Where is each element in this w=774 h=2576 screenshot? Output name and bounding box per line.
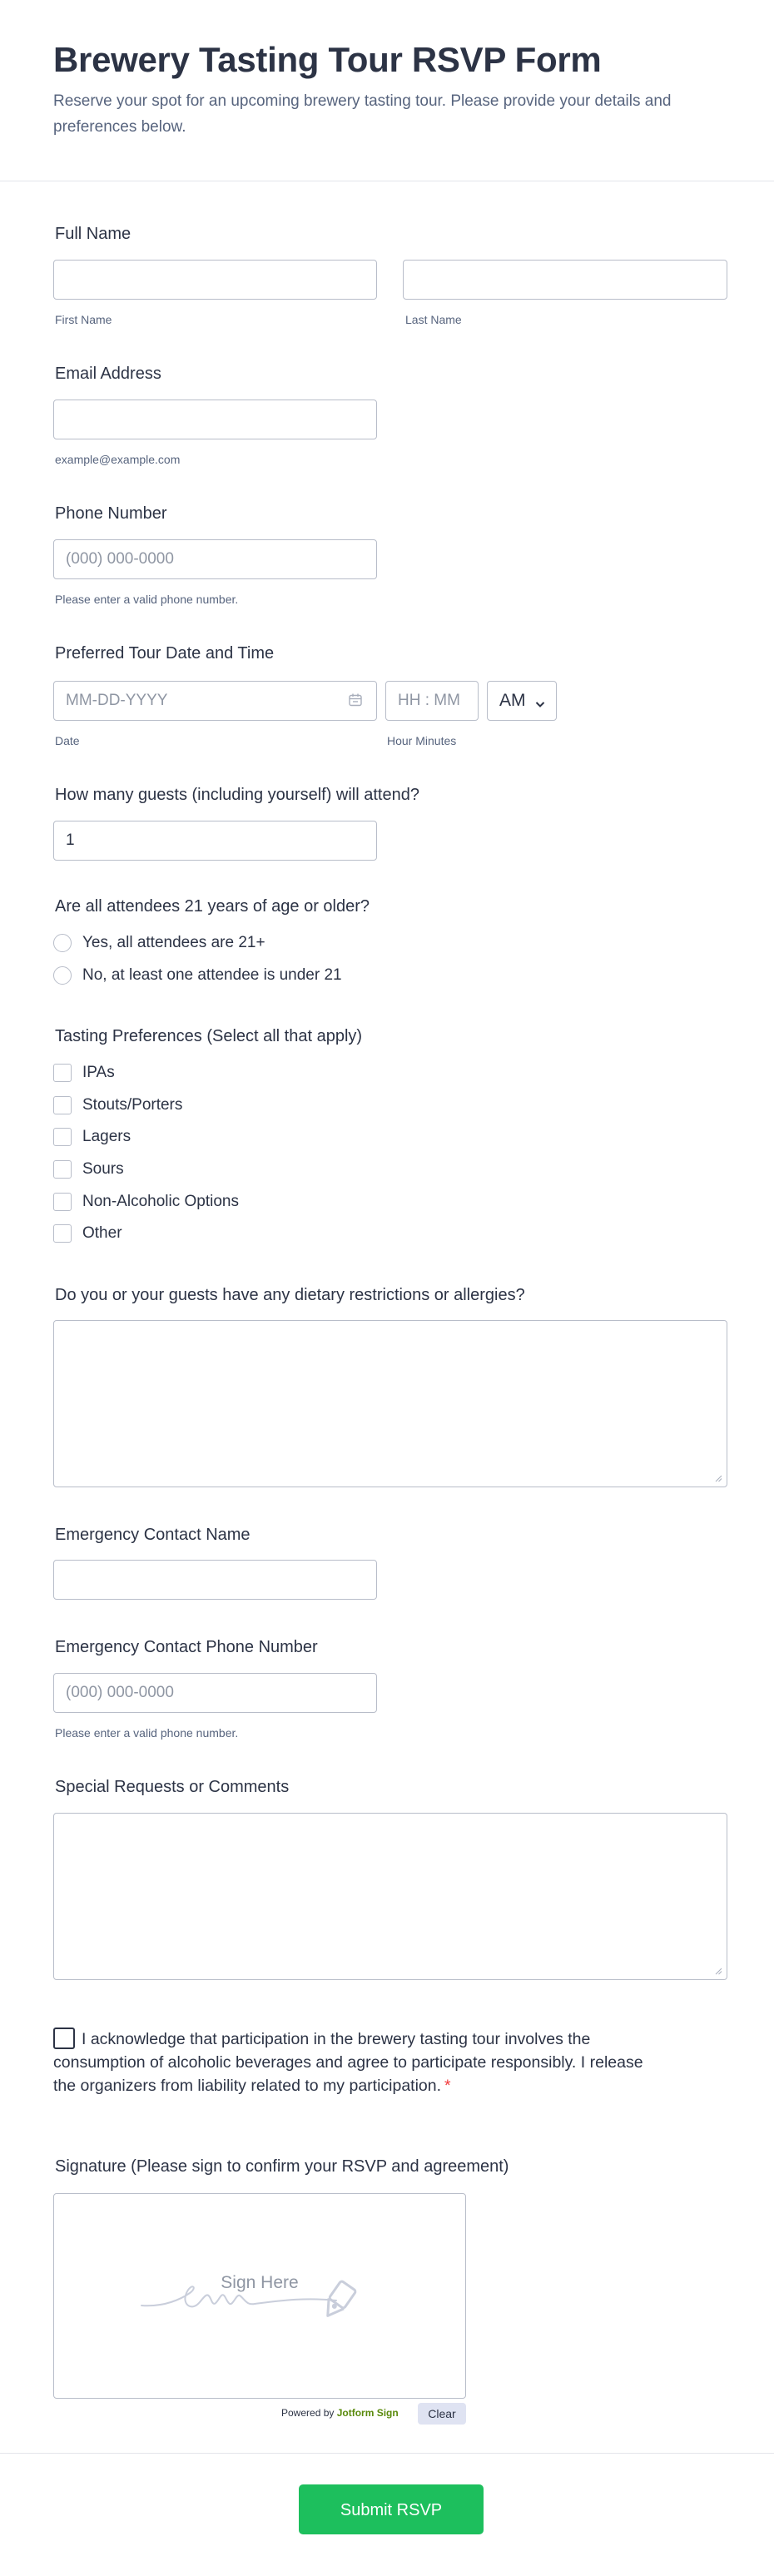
required-mark: * (444, 2077, 451, 2095)
tasting-option-label: IPAs (82, 1064, 115, 1081)
tasting-option-ipas[interactable] (53, 1064, 115, 1082)
guests-input[interactable] (53, 821, 377, 861)
tasting-option-label: Other (82, 1224, 122, 1242)
resize-grip-icon[interactable] (714, 1474, 722, 1482)
tasting-option-label: Lagers (82, 1128, 131, 1145)
emergency-phone-label: Emergency Contact Phone Number (55, 1638, 318, 1656)
powered-by-text (281, 2407, 399, 2419)
tasting-option-label: Sours (82, 1160, 124, 1178)
signature-scribble-icon (140, 2247, 383, 2322)
guests-label: How many guests (including yourself) will attend? (55, 786, 419, 804)
tasting-option-sours[interactable] (53, 1160, 124, 1179)
last-name-input[interactable] (403, 260, 727, 300)
tasting-option-label: Non-Alcoholic Options (82, 1193, 239, 1210)
phone-label: Phone Number (55, 504, 167, 523)
ampm-select[interactable] (487, 681, 557, 721)
emergency-name-label: Emergency Contact Name (55, 1526, 251, 1544)
email-sublabel: example@example.com (55, 453, 181, 466)
email-input[interactable] (53, 400, 377, 439)
checkbox[interactable] (53, 1160, 72, 1179)
form-title: Brewery Tasting Tour RSVP Form (53, 40, 602, 79)
radio-button[interactable] (53, 966, 72, 985)
checkbox[interactable] (53, 1128, 72, 1146)
emergency-name-input[interactable] (53, 1560, 377, 1600)
submit-button[interactable]: Submit RSVP (299, 2484, 484, 2534)
email-label: Email Address (55, 365, 161, 383)
tasting-option-stouts[interactable] (53, 1096, 182, 1114)
resize-grip-icon[interactable] (714, 1967, 722, 1975)
emergency-phone-input[interactable] (53, 1673, 377, 1713)
age-option-label: Yes, all attendees are 21+ (82, 934, 265, 951)
radio-button[interactable] (53, 934, 72, 952)
ampm-value: AM (499, 691, 526, 710)
age-option-yes[interactable] (53, 934, 265, 952)
signature-placeholder: Sign Here (221, 2273, 299, 2292)
form-subtitle: Reserve your spot for an upcoming brewery tasting tour. Please provide your details and preferences below. (53, 92, 672, 136)
footer-divider (0, 2453, 774, 2454)
powered-brand[interactable]: Jotform Sign (336, 2407, 399, 2419)
form-header (0, 0, 774, 181)
tasting-option-other[interactable] (53, 1224, 122, 1243)
dietary-label: Do you or your guests have any dietary restrictions or allergies? (55, 1286, 525, 1304)
tour-datetime-label: Preferred Tour Date and Time (55, 644, 275, 663)
clear-signature-button[interactable]: Clear (418, 2403, 466, 2425)
last-name-sublabel: Last Name (405, 313, 462, 326)
chevron-down-icon (534, 695, 546, 707)
special-requests-label: Special Requests or Comments (55, 1778, 290, 1796)
first-name-input[interactable] (53, 260, 377, 300)
phone-sublabel: Please enter a valid phone number. (55, 593, 239, 606)
full-name-label: Full Name (55, 225, 131, 243)
time-sublabel: Hour Minutes (387, 734, 457, 747)
age-option-no[interactable] (53, 966, 342, 985)
age-option-label: No, at least one attendee is under 21 (82, 966, 342, 984)
tasting-option-label: Stouts/Porters (82, 1096, 183, 1114)
calendar-icon[interactable] (348, 692, 363, 707)
checkbox[interactable] (53, 1096, 72, 1114)
first-name-sublabel: First Name (55, 313, 112, 326)
tasting-label: Tasting Preferences (Select all that apply) (55, 1027, 363, 1045)
signature-label: Signature (Please sign to confirm your RSVP and agreement) (55, 2157, 509, 2176)
acknowledgement-checkbox[interactable] (53, 2028, 75, 2049)
checkbox[interactable] (53, 1193, 72, 1211)
tasting-option-non-alcoholic[interactable] (53, 1193, 239, 1211)
phone-input[interactable] (53, 539, 377, 579)
acknowledgement-text: I acknowledge that participation in the brewery tasting tour involves the consumption of alcoholic beverages and agree to participate responsibly. I release the organizers from liability related to my participation. (53, 2030, 643, 2095)
time-input[interactable] (385, 681, 479, 721)
emergency-phone-sublabel: Please enter a valid phone number. (55, 1726, 239, 1740)
dietary-textarea[interactable] (53, 1320, 727, 1487)
age-label: Are all attendees 21 years of age or older? (55, 897, 370, 916)
checkbox[interactable] (53, 1064, 72, 1082)
date-input[interactable] (53, 681, 377, 721)
special-requests-textarea[interactable] (53, 1813, 727, 1980)
acknowledgement-field (53, 2028, 669, 2097)
checkbox[interactable] (53, 1224, 72, 1243)
tasting-option-lagers[interactable] (53, 1128, 131, 1146)
date-sublabel: Date (55, 734, 80, 747)
powered-prefix: Powered by (281, 2407, 335, 2419)
